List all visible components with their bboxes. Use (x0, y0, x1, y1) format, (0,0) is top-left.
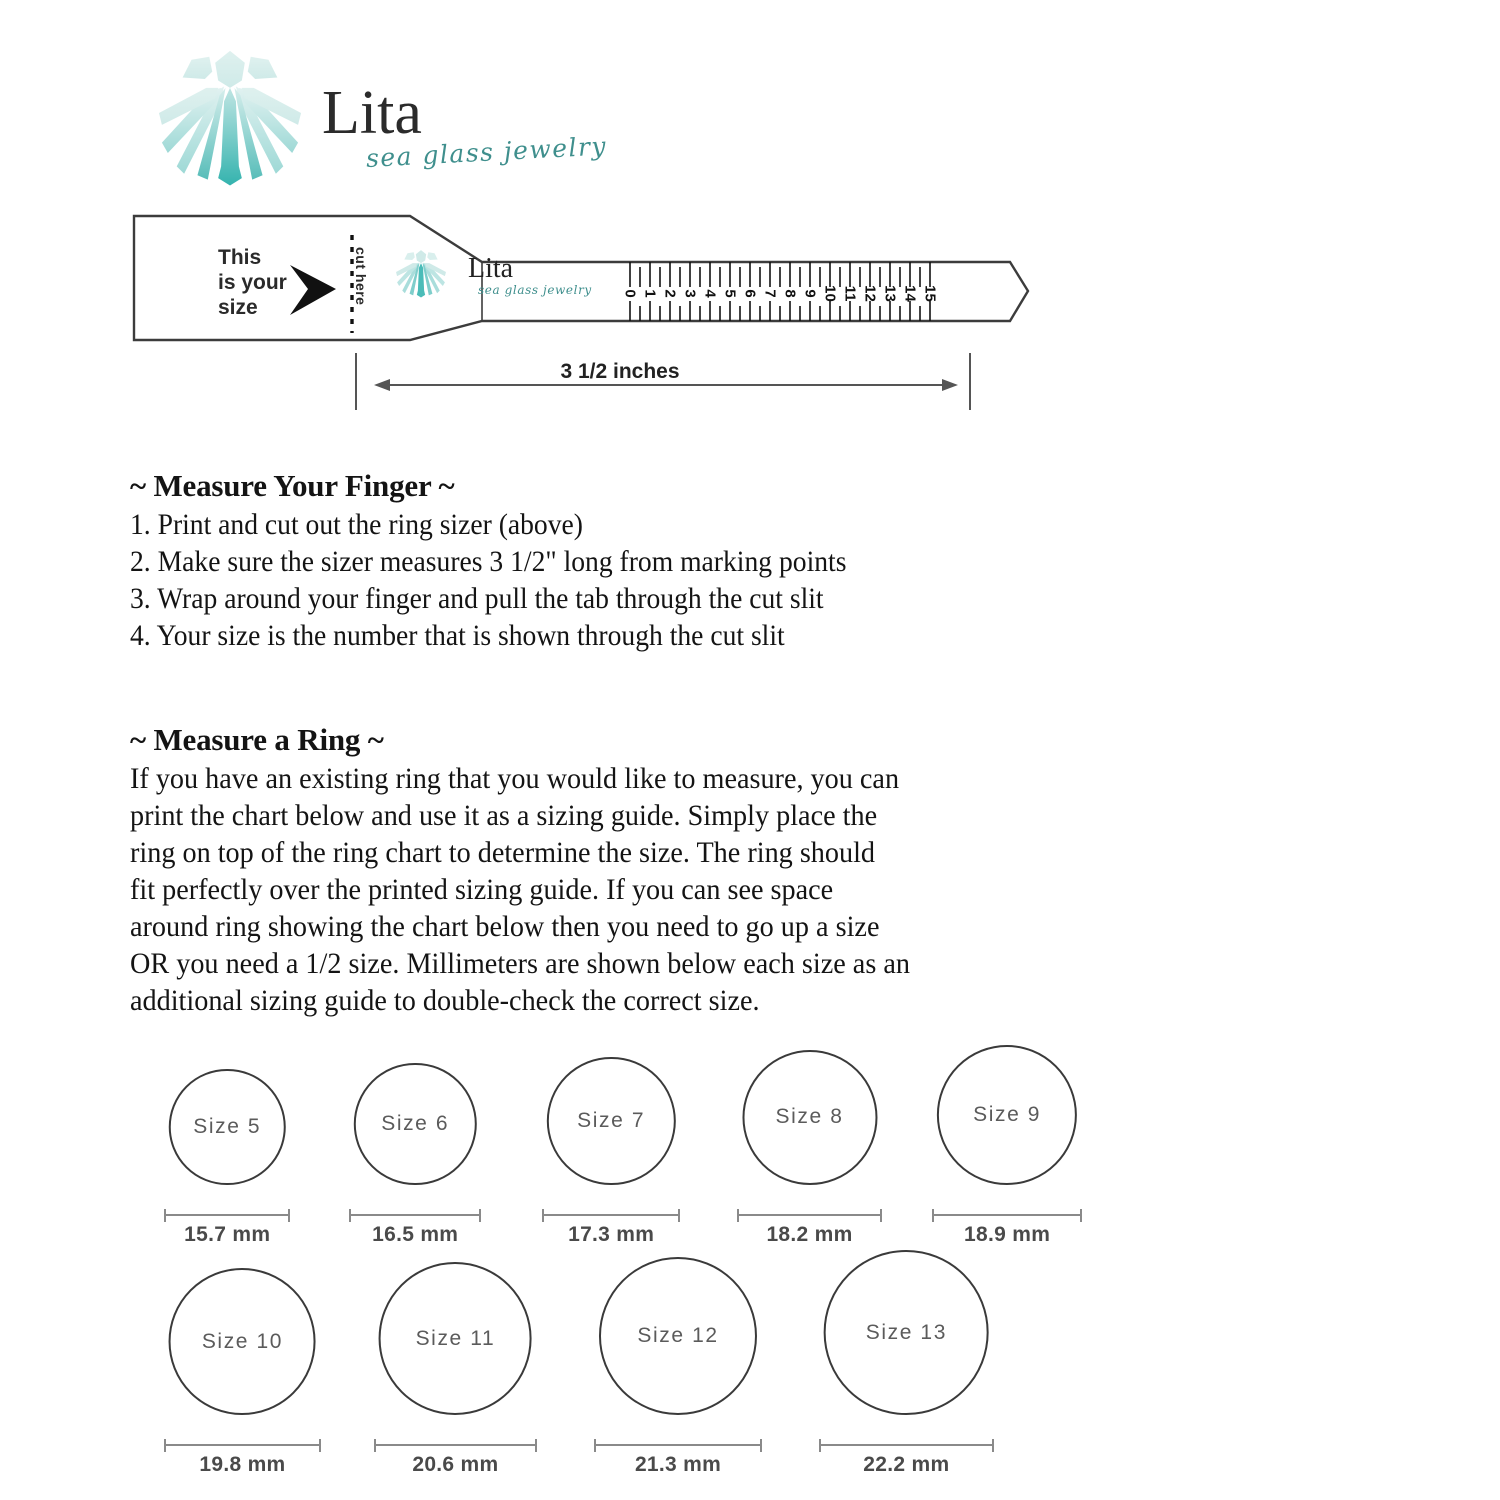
ring-size-mm: 19.8 mm (199, 1453, 286, 1476)
ring-size-item (160, 1268, 325, 1477)
ring-size-mm: 17.3 mm (568, 1223, 655, 1246)
ring-size-label: Size 6 (381, 1111, 450, 1135)
dimension-cap-right (535, 1439, 537, 1452)
brand-tagline: sea glass jewelry (365, 131, 608, 173)
measure-finger-step: 1. Print and cut out the ring sizer (above) (130, 508, 583, 541)
ruler-tick-label: 0 (621, 289, 639, 298)
sizer-dimension-label (130, 360, 1030, 384)
dimension-bar (819, 1444, 994, 1446)
ruler-tick-label: 2 (661, 289, 679, 298)
ring-size-circle (742, 1050, 877, 1185)
dimension-bar (594, 1444, 762, 1446)
sizer-instruction-label (218, 245, 287, 320)
ring-dimension-line (374, 1439, 537, 1451)
dimension-cap-left (164, 1209, 166, 1222)
ring-dimension-line (542, 1209, 680, 1221)
ring-dimension-line (594, 1439, 762, 1451)
dimension-bar (164, 1214, 290, 1216)
measure-ring-text: around ring showing the chart below then you need to go up a size (130, 910, 880, 943)
ring-size-item (928, 1045, 1086, 1247)
dimension-bar (164, 1444, 321, 1446)
ruler-tick-label: 12 (861, 285, 879, 302)
ring-size-mm: 22.2 mm (863, 1453, 950, 1476)
dimension-cap-right (678, 1209, 680, 1222)
sizer-instruction-line-3: size (218, 296, 258, 319)
ring-chart-row-2 (0, 1255, 1500, 1485)
dimension-cap-left (932, 1209, 934, 1222)
dimension-cap-left (737, 1209, 739, 1222)
ring-size-item (590, 1257, 766, 1477)
dimension-cap-left (374, 1439, 376, 1452)
ruler-tick-label: 7 (761, 289, 779, 298)
ring-size-circle (599, 1257, 757, 1415)
measure-ring-text: If you have an existing ring that you would like to measure, you can (130, 762, 900, 795)
ruler-tick-label: 14 (901, 285, 919, 302)
sizer-brand-name: Lita (468, 253, 514, 284)
dimension-bar (932, 1214, 1082, 1216)
measure-finger-step: 4. Your size is the number that is shown through the cut slit (130, 619, 785, 652)
ruler-tick-label: 15 (921, 285, 939, 302)
sizer-instruction-line-1: This (218, 246, 262, 269)
dimension-bar (374, 1444, 537, 1446)
ring-size-label: Size 10 (201, 1329, 284, 1353)
ring-size-circle (824, 1250, 989, 1415)
dimension-cap-right (479, 1209, 481, 1222)
ring-dimension-line (164, 1209, 290, 1221)
ring-size-label: Size 12 (637, 1323, 719, 1347)
dimension-cap-right (760, 1439, 762, 1452)
brand-name-text: Lita (322, 79, 422, 147)
ruler-tick-label: 5 (721, 289, 739, 298)
ruler-tick-label: 8 (781, 289, 799, 298)
ring-size-circle (547, 1057, 675, 1185)
dimension-bar (737, 1214, 882, 1216)
measure-finger-step: 3. Wrap around your finger and pull the tab through the cut slit (130, 582, 824, 615)
measure-ring-text: ring on top of the ring chart to determine the size. The ring should (130, 836, 876, 869)
ring-dimension-line (164, 1439, 321, 1451)
ring-size-circle (169, 1268, 316, 1415)
measure-ring-section (130, 722, 1090, 1019)
ruler-tick-label: 10 (821, 285, 839, 302)
dimension-bar (542, 1214, 680, 1216)
shell-icon (156, 42, 304, 190)
ring-size-mm: 20.6 mm (412, 1453, 499, 1476)
ring-size-circle (169, 1069, 285, 1185)
dimension-cap-right (880, 1209, 882, 1222)
ring-size-item (345, 1063, 485, 1247)
ring-size-circle (354, 1063, 476, 1185)
ruler-tick-label: 9 (801, 289, 819, 298)
ring-size-item (538, 1057, 684, 1247)
dimension-cap-left (594, 1439, 596, 1452)
ring-size-item (160, 1069, 294, 1247)
ring-size-label: Size 5 (193, 1114, 262, 1138)
ruler-tick-label: 3 (681, 289, 699, 298)
ring-size-label: Size 7 (577, 1108, 646, 1132)
ring-size-label: Size 8 (775, 1105, 844, 1129)
sizer-instruction-line-2: is your (218, 271, 287, 294)
ring-size-mm: 15.7 mm (184, 1223, 271, 1246)
brand-name (322, 79, 422, 147)
ring-size-item (370, 1262, 541, 1477)
dimension-bar (349, 1214, 481, 1216)
measure-finger-heading: ~ Measure Your Finger ~ (130, 468, 455, 503)
ruler-tick-label: 4 (701, 289, 719, 298)
measure-ring-text: fit perfectly over the printed sizing guide. If you can see space (130, 873, 834, 906)
ring-dimension-line (932, 1209, 1082, 1221)
ring-size-label: Size 11 (415, 1326, 496, 1350)
ring-chart-row-1 (0, 1040, 1500, 1255)
dimension-cap-left (819, 1439, 821, 1452)
sizer-dimension-text: 3 1/2 inches (560, 360, 680, 383)
ring-size-mm: 18.9 mm (964, 1223, 1051, 1246)
dimension-cap-left (164, 1439, 166, 1452)
ring-size-label: Size 13 (865, 1320, 947, 1344)
ruler-tick-label: 1 (641, 289, 659, 298)
ruler-tick-label: 11 (841, 285, 859, 302)
ring-dimension-line (819, 1439, 994, 1451)
cut-here-label: cut here (353, 247, 369, 306)
measure-finger-section (130, 468, 1090, 654)
ring-size-item (815, 1250, 998, 1477)
shell-icon-small (395, 247, 447, 299)
dimension-cap-right (992, 1439, 994, 1452)
measure-ring-text: additional sizing guide to double-check the correct size. (130, 984, 760, 1017)
ring-size-circle (379, 1262, 532, 1415)
ring-size-mm: 18.2 mm (766, 1223, 853, 1246)
measure-ring-text: OR you need a 1/2 size. Millimeters are shown below each size as an (130, 947, 910, 980)
dimension-cap-left (542, 1209, 544, 1222)
ring-size-item (733, 1050, 886, 1247)
ruler-tick-label: 6 (741, 289, 759, 298)
dimension-cap-right (319, 1439, 321, 1452)
ring-size-mm: 21.3 mm (634, 1453, 722, 1476)
measure-ring-heading: ~ Measure a Ring ~ (130, 722, 384, 757)
sizer-brand-tagline: sea glass jewelry (478, 283, 592, 297)
ring-dimension-line (737, 1209, 882, 1221)
printable-ring-sizer (130, 205, 1030, 420)
ring-dimension-line (349, 1209, 481, 1221)
ruler-tick-label: 13 (881, 285, 899, 302)
dimension-cap-left (349, 1209, 351, 1222)
brand-logo (150, 38, 670, 188)
ring-size-chart (0, 1040, 1500, 1500)
ring-size-circle (937, 1045, 1077, 1185)
ring-size-label: Size 9 (973, 1102, 1042, 1126)
measure-ring-text: print the chart below and use it as a sizing guide. Simply place the (130, 799, 878, 832)
dimension-cap-right (1080, 1209, 1082, 1222)
ring-size-mm: 16.5 mm (372, 1223, 459, 1246)
measure-finger-step: 2. Make sure the sizer measures 3 1/2" long from marking points (130, 545, 847, 578)
dimension-cap-right (288, 1209, 290, 1222)
